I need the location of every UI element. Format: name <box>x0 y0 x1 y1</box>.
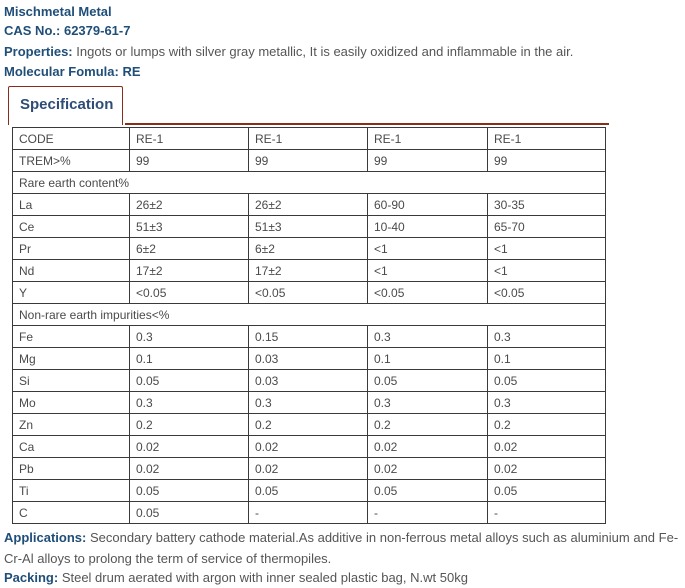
applications-line <box>4 527 679 569</box>
properties-label: Properties: <box>4 44 73 59</box>
value-cell: 0.03 <box>249 348 368 370</box>
value-cell: 30-35 <box>488 194 606 216</box>
value-cell: 0.05 <box>368 480 488 502</box>
value-cell: RE-1 <box>368 128 488 150</box>
value-cell: 0.3 <box>130 326 249 348</box>
row-label-cell: Zn <box>13 414 130 436</box>
table-row <box>13 414 606 436</box>
formula-label: Molecular Fomula: <box>4 64 119 79</box>
specification-table-body <box>13 128 606 524</box>
table-row <box>13 480 606 502</box>
product-title: Mischmetal Metal <box>4 4 112 19</box>
table-row <box>13 326 606 348</box>
value-cell: 0.2 <box>130 414 249 436</box>
value-cell: <0.05 <box>368 282 488 304</box>
tab-specification[interactable] <box>8 86 123 125</box>
table-row <box>13 128 606 150</box>
value-cell: 0.02 <box>130 436 249 458</box>
value-cell: 6±2 <box>249 238 368 260</box>
value-cell: 0.02 <box>368 436 488 458</box>
table-row <box>13 238 606 260</box>
packing-line <box>4 567 679 588</box>
value-cell: RE-1 <box>249 128 368 150</box>
value-cell: 0.2 <box>368 414 488 436</box>
value-cell: 0.2 <box>249 414 368 436</box>
value-cell: 0.1 <box>130 348 249 370</box>
formula-value: RE <box>122 64 141 79</box>
value-cell: <0.05 <box>249 282 368 304</box>
value-cell: 99 <box>368 150 488 172</box>
table-row <box>13 392 606 414</box>
table-row <box>13 282 606 304</box>
row-label-cell: Ti <box>13 480 130 502</box>
row-label-cell: CODE <box>13 128 130 150</box>
table-row <box>13 348 606 370</box>
value-cell: RE-1 <box>130 128 249 150</box>
table-row <box>13 436 606 458</box>
row-label-cell: Fe <box>13 326 130 348</box>
tab-specification-label: Specification <box>20 96 114 113</box>
row-label-cell: Y <box>13 282 130 304</box>
value-cell: <1 <box>368 260 488 282</box>
row-label-cell: C <box>13 502 130 524</box>
value-cell: - <box>368 502 488 524</box>
table-row <box>13 194 606 216</box>
table-row <box>13 458 606 480</box>
value-cell: 0.3 <box>249 392 368 414</box>
value-cell: 0.02 <box>488 436 606 458</box>
value-cell: <1 <box>488 238 606 260</box>
value-cell: - <box>249 502 368 524</box>
value-cell: 6±2 <box>130 238 249 260</box>
value-cell: 51±3 <box>130 216 249 238</box>
row-label-cell: Pr <box>13 238 130 260</box>
value-cell: 0.05 <box>130 502 249 524</box>
value-cell: 0.3 <box>488 326 606 348</box>
packing-value: Steel drum aerated with argon with inner sealed plastic bag, N.wt 50kg <box>61 570 468 585</box>
section-label: Rare earth content% <box>13 172 606 194</box>
value-cell: <0.05 <box>130 282 249 304</box>
applications-value: Secondary battery cathode material.As additive in non-ferrous metal alloys such as aluminium and Fe-Cr-Al alloys to prolong the term of service of thermopiles. <box>4 530 679 566</box>
specification-table <box>12 127 606 524</box>
value-cell: 0.2 <box>488 414 606 436</box>
tab-underline <box>125 123 609 125</box>
table-row <box>13 370 606 392</box>
table-section-row <box>13 172 606 194</box>
properties-line <box>4 43 573 61</box>
applications-label: Applications: <box>4 530 87 545</box>
table-section-row <box>13 304 606 326</box>
value-cell: 0.05 <box>368 370 488 392</box>
value-cell: 26±2 <box>249 194 368 216</box>
value-cell: <1 <box>368 238 488 260</box>
value-cell: 26±2 <box>130 194 249 216</box>
table-row <box>13 216 606 238</box>
value-cell: 0.03 <box>249 370 368 392</box>
value-cell: RE-1 <box>488 128 606 150</box>
value-cell: 0.1 <box>368 348 488 370</box>
value-cell: 0.3 <box>130 392 249 414</box>
value-cell: 99 <box>249 150 368 172</box>
value-cell: 0.05 <box>488 480 606 502</box>
value-cell: 99 <box>130 150 249 172</box>
value-cell: 0.02 <box>130 458 249 480</box>
value-cell: 51±3 <box>249 216 368 238</box>
row-label-cell: Si <box>13 370 130 392</box>
row-label-cell: TREM>% <box>13 150 130 172</box>
value-cell: 0.02 <box>368 458 488 480</box>
row-label-cell: Ce <box>13 216 130 238</box>
row-label-cell: Mo <box>13 392 130 414</box>
value-cell: 0.05 <box>130 370 249 392</box>
table-row <box>13 150 606 172</box>
table-row <box>13 260 606 282</box>
section-label: Non-rare earth impurities<% <box>13 304 606 326</box>
value-cell: 0.15 <box>249 326 368 348</box>
value-cell: 99 <box>488 150 606 172</box>
value-cell: 65-70 <box>488 216 606 238</box>
value-cell: 17±2 <box>130 260 249 282</box>
value-cell: 17±2 <box>249 260 368 282</box>
value-cell: 10-40 <box>368 216 488 238</box>
value-cell: 0.1 <box>488 348 606 370</box>
value-cell: 0.3 <box>488 392 606 414</box>
row-label-cell: Mg <box>13 348 130 370</box>
value-cell: 0.05 <box>488 370 606 392</box>
cas-label: CAS No.: <box>4 23 61 38</box>
value-cell: 0.02 <box>249 458 368 480</box>
cas-value: 62379-61-7 <box>63 23 131 38</box>
value-cell: 0.05 <box>130 480 249 502</box>
properties-value: Ingots or lumps with silver gray metallic, It is easily oxidized and inflammable in the air. <box>76 44 574 59</box>
packing-label: Packing: <box>4 570 59 585</box>
value-cell: 0.02 <box>488 458 606 480</box>
value-cell: 60-90 <box>368 194 488 216</box>
row-label-cell: La <box>13 194 130 216</box>
value-cell: 0.3 <box>368 392 488 414</box>
row-label-cell: Pb <box>13 458 130 480</box>
cas-line <box>4 22 130 40</box>
formula-line <box>4 63 141 81</box>
value-cell: 0.3 <box>368 326 488 348</box>
tab-bar <box>4 86 609 126</box>
row-label-cell: Nd <box>13 260 130 282</box>
row-label-cell: Ca <box>13 436 130 458</box>
value-cell: 0.05 <box>249 480 368 502</box>
value-cell: <1 <box>488 260 606 282</box>
value-cell: 0.02 <box>249 436 368 458</box>
table-row <box>13 502 606 524</box>
value-cell: <0.05 <box>488 282 606 304</box>
value-cell: - <box>488 502 606 524</box>
